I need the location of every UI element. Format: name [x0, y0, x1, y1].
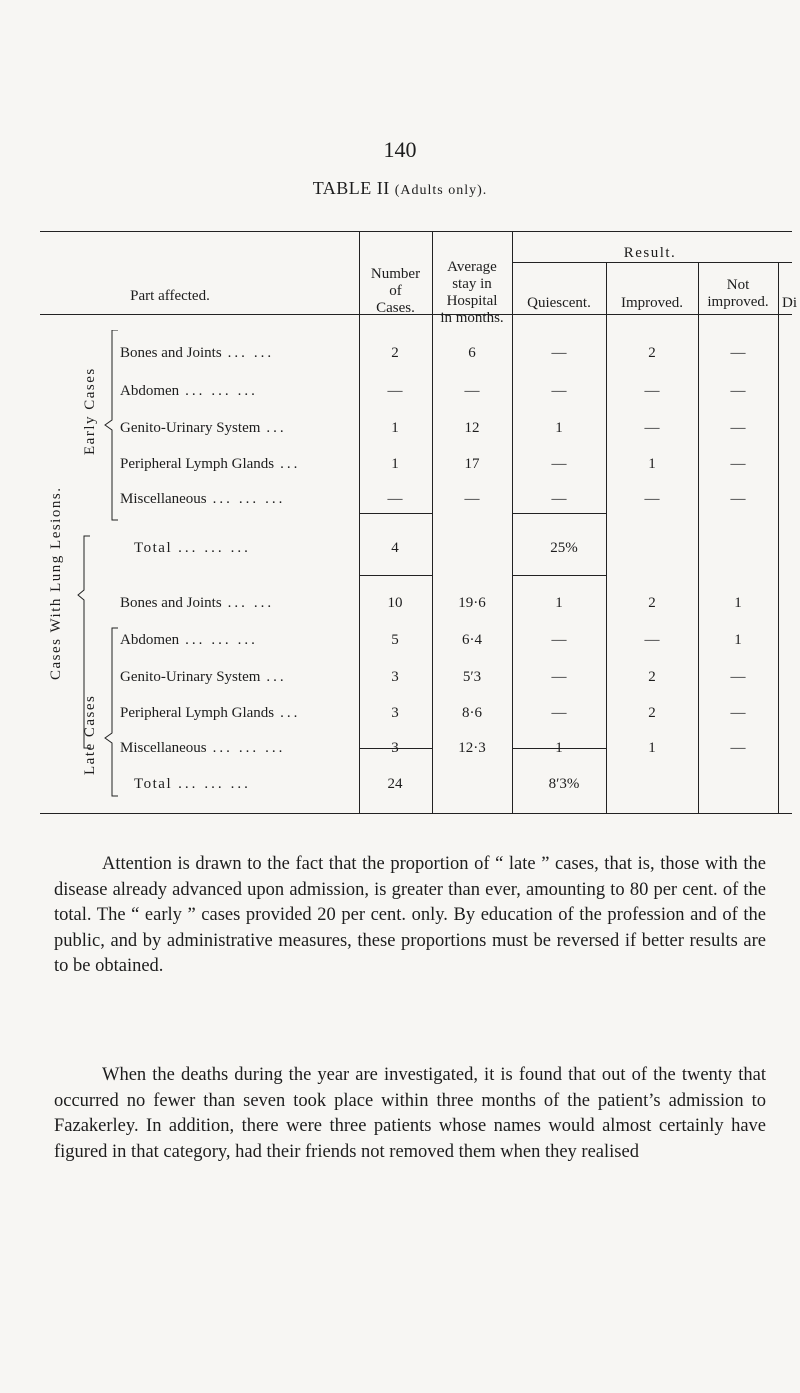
early-row-quiescent: — — [551, 491, 567, 507]
late-row-not-improved: — — [730, 669, 746, 685]
early-total-rule-result — [512, 513, 606, 514]
late-row-not-improved: — — [730, 740, 746, 756]
early-row-stay: — — [464, 383, 480, 399]
page-number: 140 — [383, 137, 417, 162]
early-total-under-number — [359, 575, 432, 576]
early-row-not-improved: — — [730, 456, 746, 472]
early-row-number: 1 — [391, 420, 399, 436]
late-row-part: Abdomen ... ... ... — [120, 632, 258, 648]
late-total-label: Total ... ... ... — [134, 776, 251, 792]
side-label-outer: Cases With Lung Lesions. — [48, 486, 64, 680]
late-row-stay: 8·6 — [462, 705, 482, 721]
early-row-quiescent: — — [551, 456, 567, 472]
early-brace — [105, 330, 118, 520]
late-row-stay: 19·6 — [458, 595, 486, 611]
late-row-number: 3 — [391, 669, 399, 685]
late-row-number: 5 — [391, 632, 399, 648]
early-row-not-improved: — — [730, 420, 746, 436]
early-total-number: 4 — [391, 540, 399, 556]
late-row-stay: 5′3 — [462, 669, 482, 685]
late-row-improved: 2 — [648, 595, 656, 611]
paragraph-2: When the deaths during the year are investigated, it is found that out of the twenty that occurred no fewer than seven took place within three months of the patient’s admission to Fazakerley. In addition, there were three patients whose names would almost certainly have figured in that category, had their friends not removed them when they realised — [54, 1065, 766, 1162]
table-top-rule — [40, 231, 792, 232]
early-row-quiescent: 1 — [555, 420, 563, 436]
early-total-label: Total ... ... ... — [134, 540, 251, 556]
header-improved: Improved. — [620, 295, 684, 311]
early-row-improved: 1 — [648, 456, 656, 472]
col-rule-1 — [359, 231, 360, 813]
header-result: Result. — [623, 245, 677, 261]
early-row-stay: 17 — [464, 456, 480, 472]
early-row-not-improved: — — [730, 345, 746, 361]
early-row-part: Miscellaneous ... ... ... — [120, 491, 286, 507]
header-part: Part affected. — [130, 288, 210, 304]
early-row-part: Peripheral Lymph Glands ... — [120, 456, 301, 472]
late-row-not-improved: 1 — [734, 632, 742, 648]
late-total-percent: 8′3% — [548, 776, 580, 792]
late-row-quiescent: — — [551, 705, 567, 721]
late-row-stay: 12·3 — [458, 740, 486, 756]
late-row-improved: 2 — [648, 669, 656, 685]
early-row-number: 2 — [391, 345, 399, 361]
early-row-not-improved: — — [730, 491, 746, 507]
table-title-sub: (Adults only). — [394, 183, 488, 198]
late-row-improved: — — [644, 632, 660, 648]
header-average: Average stay in Hospital in months. — [440, 259, 504, 326]
late-row-part: Peripheral Lymph Glands ... — [120, 705, 301, 721]
side-label-late: Late Cases — [82, 694, 98, 775]
late-row-improved: 1 — [648, 740, 656, 756]
early-row-stay: 6 — [468, 345, 476, 361]
table-bottom-rule — [40, 813, 792, 814]
header-number: Number of Cases. — [370, 266, 421, 316]
col-rule-4 — [606, 262, 607, 813]
col-rule-3 — [512, 231, 513, 813]
header-quiescent: Quiescent. — [527, 295, 591, 311]
early-row-improved: — — [644, 383, 660, 399]
late-row-stay: 6·4 — [462, 632, 482, 648]
early-total-rule-number — [359, 513, 432, 514]
early-total-percent: 25% — [550, 540, 578, 556]
late-row-not-improved: — — [730, 705, 746, 721]
early-row-quiescent: — — [551, 383, 567, 399]
early-row-number: — — [387, 383, 403, 399]
early-row-stay: 12 — [464, 420, 480, 436]
early-row-quiescent: — — [551, 345, 567, 361]
early-row-number: — — [387, 491, 403, 507]
late-row-quiescent: — — [551, 632, 567, 648]
late-row-quiescent: — — [551, 669, 567, 685]
late-row-part: Bones and Joints ... ... — [120, 595, 275, 611]
late-row-part: Miscellaneous ... ... ... — [120, 740, 286, 756]
early-row-stay: — — [464, 491, 480, 507]
outer-brace — [78, 536, 90, 748]
early-row-number: 1 — [391, 456, 399, 472]
early-row-improved: — — [644, 491, 660, 507]
late-total-number: 24 — [387, 776, 403, 792]
late-row-quiescent: 1 — [555, 740, 563, 756]
early-row-part: Abdomen ... ... ... — [120, 383, 258, 399]
header-died: Di — [782, 295, 797, 311]
late-row-number: 3 — [391, 740, 399, 756]
late-row-part: Genito-Urinary System ... — [120, 669, 287, 685]
early-row-part: Genito-Urinary System ... — [120, 420, 287, 436]
paragraph-1: Attention is drawn to the fact that the proportion of “ late ” cases, that is, those with the disease already advanced upon admission, is greater than ever, amounting to 80 per cent. of the total. The “ early ” cases provided 20 per cent. only. By education of the profession and of the public, and by administrative measures, these proportions must be reversed if better results are to be obtained. — [54, 854, 766, 976]
table-title-main: TABLE II — [312, 178, 390, 198]
side-label-early: Early Cases — [82, 367, 98, 455]
result-underline — [512, 262, 792, 263]
table-title — [0, 178, 800, 199]
late-brace — [105, 628, 118, 796]
col-rule-6 — [778, 262, 779, 813]
early-row-part: Bones and Joints ... ... — [120, 345, 275, 361]
late-row-not-improved: 1 — [734, 595, 742, 611]
late-row-quiescent: 1 — [555, 595, 563, 611]
braces — [60, 330, 120, 800]
late-row-improved: 2 — [648, 705, 656, 721]
header-not-improved: Not improved. — [707, 277, 769, 310]
late-row-number: 10 — [387, 595, 403, 611]
early-row-not-improved: — — [730, 383, 746, 399]
early-total-under-result — [512, 575, 606, 576]
early-row-improved: 2 — [648, 345, 656, 361]
late-row-number: 3 — [391, 705, 399, 721]
col-rule-5 — [698, 262, 699, 813]
early-row-improved: — — [644, 420, 660, 436]
